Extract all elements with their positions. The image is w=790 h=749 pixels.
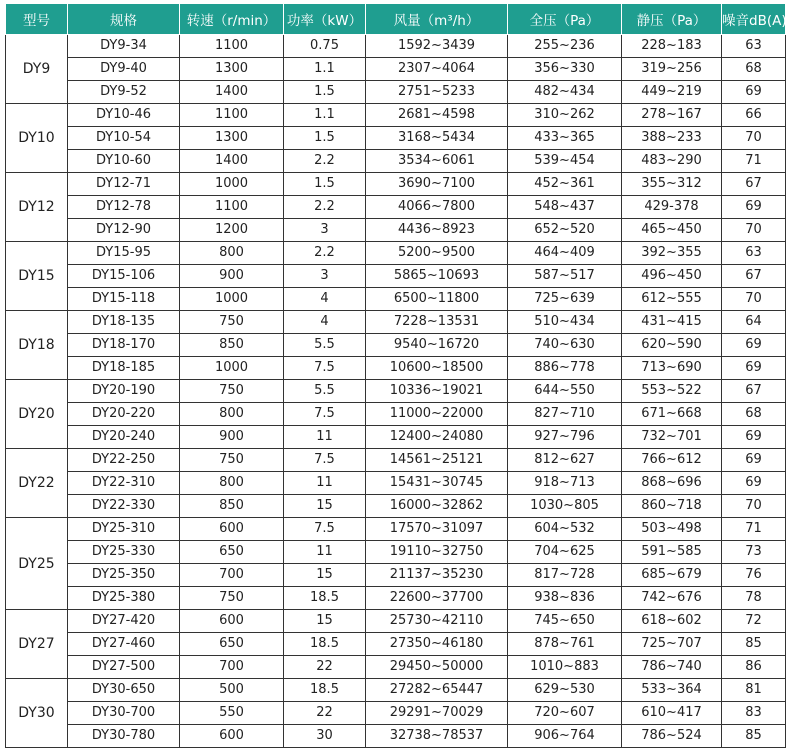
cell-static-pressure: 392~355 (622, 242, 722, 265)
cell-speed: 600 (180, 725, 284, 748)
table-row (6, 564, 786, 587)
cell-noise: 70 (722, 495, 786, 518)
cell-noise: 67 (722, 173, 786, 196)
cell-spec: DY15-95 (68, 242, 180, 265)
cell-power: 15 (284, 610, 366, 633)
cell-noise: 69 (722, 334, 786, 357)
cell-speed: 1300 (180, 58, 284, 81)
cell-power: 2.2 (284, 242, 366, 265)
table-row (6, 196, 786, 219)
cell-static-pressure: 355~312 (622, 173, 722, 196)
cell-spec: DY15-106 (68, 265, 180, 288)
cell-speed: 1400 (180, 81, 284, 104)
cell-total-pressure: 927~796 (508, 426, 622, 449)
table-row (6, 610, 786, 633)
cell-noise: 69 (722, 196, 786, 219)
table-row (6, 311, 786, 334)
cell-airflow: 2307~4064 (366, 58, 508, 81)
table-row (6, 150, 786, 173)
cell-static-pressure: 685~679 (622, 564, 722, 587)
cell-noise: 69 (722, 472, 786, 495)
cell-static-pressure: 319~256 (622, 58, 722, 81)
cell-spec: DY12-78 (68, 196, 180, 219)
cell-static-pressure: 732~701 (622, 426, 722, 449)
cell-static-pressure: 860~718 (622, 495, 722, 518)
table-row (6, 334, 786, 357)
table-row (6, 242, 786, 265)
cell-power: 1.5 (284, 81, 366, 104)
cell-noise: 64 (722, 311, 786, 334)
cell-static-pressure: 786~524 (622, 725, 722, 748)
cell-speed: 900 (180, 426, 284, 449)
cell-power: 3 (284, 219, 366, 242)
cell-speed: 1100 (180, 104, 284, 127)
table-row (6, 219, 786, 242)
table-row (6, 104, 786, 127)
cell-total-pressure: 433~365 (508, 127, 622, 150)
cell-speed: 650 (180, 633, 284, 656)
cell-total-pressure: 745~650 (508, 610, 622, 633)
cell-noise: 85 (722, 725, 786, 748)
cell-static-pressure: 278~167 (622, 104, 722, 127)
table-row (6, 702, 786, 725)
cell-airflow: 1592~3439 (366, 35, 508, 58)
cell-airflow: 7228~13531 (366, 311, 508, 334)
cell-power: 11 (284, 541, 366, 564)
cell-airflow: 27282~65447 (366, 679, 508, 702)
cell-speed: 1000 (180, 357, 284, 380)
cell-speed: 800 (180, 472, 284, 495)
cell-power: 1.5 (284, 173, 366, 196)
cell-noise: 66 (722, 104, 786, 127)
table-row (6, 725, 786, 748)
table-row (6, 472, 786, 495)
cell-speed: 700 (180, 564, 284, 587)
cell-static-pressure: 671~668 (622, 403, 722, 426)
header-airflow: 风量（m³/h） (366, 4, 508, 35)
cell-spec: DY18-135 (68, 311, 180, 334)
cell-power: 4 (284, 311, 366, 334)
cell-speed: 600 (180, 610, 284, 633)
cell-total-pressure: 725~639 (508, 288, 622, 311)
cell-power: 18.5 (284, 679, 366, 702)
cell-static-pressure: 429-378 (622, 196, 722, 219)
cell-spec: DY12-71 (68, 173, 180, 196)
cell-total-pressure: 812~627 (508, 449, 622, 472)
cell-spec: DY30-700 (68, 702, 180, 725)
cell-spec: DY27-460 (68, 633, 180, 656)
cell-airflow: 16000~32862 (366, 495, 508, 518)
cell-model: DY15 (6, 242, 68, 311)
table-body (6, 35, 786, 748)
cell-static-pressure: 868~696 (622, 472, 722, 495)
cell-spec: DY20-220 (68, 403, 180, 426)
cell-model: DY12 (6, 173, 68, 242)
cell-speed: 750 (180, 311, 284, 334)
cell-total-pressure: 938~836 (508, 587, 622, 610)
cell-total-pressure: 548~437 (508, 196, 622, 219)
cell-total-pressure: 878~761 (508, 633, 622, 656)
table-row (6, 380, 786, 403)
cell-noise: 83 (722, 702, 786, 725)
cell-speed: 550 (180, 702, 284, 725)
cell-noise: 71 (722, 150, 786, 173)
cell-static-pressure: 496~450 (622, 265, 722, 288)
cell-total-pressure: 827~710 (508, 403, 622, 426)
cell-noise: 70 (722, 219, 786, 242)
cell-static-pressure: 388~233 (622, 127, 722, 150)
table-row (6, 518, 786, 541)
cell-spec: DY9-52 (68, 81, 180, 104)
cell-total-pressure: 604~532 (508, 518, 622, 541)
table-row (6, 127, 786, 150)
cell-power: 3 (284, 265, 366, 288)
cell-noise: 68 (722, 403, 786, 426)
cell-total-pressure: 510~434 (508, 311, 622, 334)
cell-speed: 500 (180, 679, 284, 702)
cell-spec: DY12-90 (68, 219, 180, 242)
header-power: 功率（kW） (284, 4, 366, 35)
cell-spec: DY22-250 (68, 449, 180, 472)
cell-total-pressure: 310~262 (508, 104, 622, 127)
cell-spec: DY30-780 (68, 725, 180, 748)
cell-noise: 72 (722, 610, 786, 633)
cell-spec: DY18-170 (68, 334, 180, 357)
cell-airflow: 3690~7100 (366, 173, 508, 196)
cell-model: DY27 (6, 610, 68, 679)
cell-static-pressure: 503~498 (622, 518, 722, 541)
cell-airflow: 5865~10693 (366, 265, 508, 288)
cell-power: 22 (284, 702, 366, 725)
cell-speed: 1100 (180, 35, 284, 58)
cell-spec: DY9-34 (68, 35, 180, 58)
cell-spec: DY20-240 (68, 426, 180, 449)
cell-total-pressure: 587~517 (508, 265, 622, 288)
table-row (6, 357, 786, 380)
cell-total-pressure: 1010~883 (508, 656, 622, 679)
cell-total-pressure: 644~550 (508, 380, 622, 403)
cell-speed: 1100 (180, 196, 284, 219)
cell-spec: DY27-500 (68, 656, 180, 679)
cell-speed: 750 (180, 587, 284, 610)
cell-power: 2.2 (284, 150, 366, 173)
cell-model: DY22 (6, 449, 68, 518)
cell-total-pressure: 740~630 (508, 334, 622, 357)
cell-spec: DY18-185 (68, 357, 180, 380)
cell-airflow: 11000~22000 (366, 403, 508, 426)
cell-airflow: 4436~8923 (366, 219, 508, 242)
table-row (6, 173, 786, 196)
cell-speed: 850 (180, 495, 284, 518)
fan-spec-table (5, 3, 786, 748)
cell-spec: DY25-350 (68, 564, 180, 587)
cell-noise: 69 (722, 426, 786, 449)
cell-airflow: 4066~7800 (366, 196, 508, 219)
cell-airflow: 3534~6061 (366, 150, 508, 173)
cell-noise: 63 (722, 35, 786, 58)
table-row (6, 35, 786, 58)
cell-static-pressure: 786~740 (622, 656, 722, 679)
cell-static-pressure: 228~183 (622, 35, 722, 58)
cell-speed: 750 (180, 380, 284, 403)
cell-spec: DY27-420 (68, 610, 180, 633)
cell-speed: 850 (180, 334, 284, 357)
cell-power: 15 (284, 495, 366, 518)
cell-noise: 69 (722, 449, 786, 472)
cell-speed: 600 (180, 518, 284, 541)
cell-static-pressure: 618~602 (622, 610, 722, 633)
cell-power: 18.5 (284, 633, 366, 656)
cell-airflow: 29450~50000 (366, 656, 508, 679)
cell-noise: 69 (722, 357, 786, 380)
header-row (6, 4, 786, 35)
cell-speed: 650 (180, 541, 284, 564)
cell-total-pressure: 482~434 (508, 81, 622, 104)
cell-airflow: 10336~19021 (366, 380, 508, 403)
cell-power: 7.5 (284, 403, 366, 426)
cell-total-pressure: 817~728 (508, 564, 622, 587)
cell-airflow: 17570~31097 (366, 518, 508, 541)
cell-model: DY30 (6, 679, 68, 748)
cell-spec: DY25-380 (68, 587, 180, 610)
cell-power: 2.2 (284, 196, 366, 219)
cell-total-pressure: 886~778 (508, 357, 622, 380)
table-row (6, 58, 786, 81)
cell-noise: 70 (722, 288, 786, 311)
cell-noise: 67 (722, 380, 786, 403)
cell-airflow: 21137~35230 (366, 564, 508, 587)
cell-airflow: 6500~11800 (366, 288, 508, 311)
cell-power: 7.5 (284, 357, 366, 380)
table-row (6, 449, 786, 472)
cell-total-pressure: 255~236 (508, 35, 622, 58)
cell-spec: DY25-330 (68, 541, 180, 564)
cell-speed: 700 (180, 656, 284, 679)
cell-spec: DY10-60 (68, 150, 180, 173)
cell-power: 11 (284, 426, 366, 449)
cell-noise: 81 (722, 679, 786, 702)
cell-static-pressure: 483~290 (622, 150, 722, 173)
cell-static-pressure: 610~417 (622, 702, 722, 725)
cell-power: 15 (284, 564, 366, 587)
cell-model: DY10 (6, 104, 68, 173)
cell-power: 18.5 (284, 587, 366, 610)
cell-noise: 78 (722, 587, 786, 610)
cell-noise: 85 (722, 633, 786, 656)
cell-speed: 750 (180, 449, 284, 472)
cell-static-pressure: 742~676 (622, 587, 722, 610)
cell-total-pressure: 539~454 (508, 150, 622, 173)
header-static-pressure: 静压（Pa） (622, 4, 722, 35)
header-speed: 转速（r/min） (180, 4, 284, 35)
cell-speed: 800 (180, 403, 284, 426)
cell-total-pressure: 906~764 (508, 725, 622, 748)
cell-static-pressure: 449~219 (622, 81, 722, 104)
cell-noise: 73 (722, 541, 786, 564)
cell-static-pressure: 713~690 (622, 357, 722, 380)
cell-spec: DY20-190 (68, 380, 180, 403)
cell-static-pressure: 766~612 (622, 449, 722, 472)
cell-power: 5.5 (284, 334, 366, 357)
cell-total-pressure: 918~713 (508, 472, 622, 495)
cell-noise: 67 (722, 265, 786, 288)
table-row (6, 679, 786, 702)
cell-static-pressure: 725~707 (622, 633, 722, 656)
table-row (6, 426, 786, 449)
cell-airflow: 9540~16720 (366, 334, 508, 357)
header-spec: 规格 (68, 4, 180, 35)
cell-power: 0.75 (284, 35, 366, 58)
header-noise: 噪音dB(A) (722, 4, 786, 35)
cell-airflow: 5200~9500 (366, 242, 508, 265)
cell-noise: 76 (722, 564, 786, 587)
cell-speed: 1000 (180, 288, 284, 311)
table-row (6, 541, 786, 564)
cell-total-pressure: 720~607 (508, 702, 622, 725)
cell-noise: 86 (722, 656, 786, 679)
table-row (6, 288, 786, 311)
cell-airflow: 2751~5233 (366, 81, 508, 104)
cell-total-pressure: 1030~805 (508, 495, 622, 518)
cell-noise: 70 (722, 127, 786, 150)
cell-power: 1.1 (284, 104, 366, 127)
cell-noise: 69 (722, 81, 786, 104)
cell-total-pressure: 464~409 (508, 242, 622, 265)
cell-total-pressure: 452~361 (508, 173, 622, 196)
cell-power: 7.5 (284, 518, 366, 541)
cell-spec: DY22-310 (68, 472, 180, 495)
cell-speed: 1300 (180, 127, 284, 150)
cell-noise: 71 (722, 518, 786, 541)
table-row (6, 633, 786, 656)
cell-power: 1.5 (284, 127, 366, 150)
cell-spec: DY10-46 (68, 104, 180, 127)
cell-total-pressure: 356~330 (508, 58, 622, 81)
header-model: 型号 (6, 4, 68, 35)
table-row (6, 656, 786, 679)
cell-model: DY9 (6, 35, 68, 104)
cell-spec: DY9-40 (68, 58, 180, 81)
cell-power: 4 (284, 288, 366, 311)
cell-airflow: 10600~18500 (366, 357, 508, 380)
cell-spec: DY25-310 (68, 518, 180, 541)
cell-static-pressure: 431~415 (622, 311, 722, 334)
cell-power: 22 (284, 656, 366, 679)
header-total-pressure: 全压（Pa） (508, 4, 622, 35)
cell-static-pressure: 553~522 (622, 380, 722, 403)
cell-model: DY18 (6, 311, 68, 380)
cell-power: 30 (284, 725, 366, 748)
cell-airflow: 2681~4598 (366, 104, 508, 127)
cell-airflow: 32738~78537 (366, 725, 508, 748)
cell-spec: DY30-650 (68, 679, 180, 702)
cell-airflow: 12400~24080 (366, 426, 508, 449)
cell-airflow: 14561~25121 (366, 449, 508, 472)
cell-spec: DY22-330 (68, 495, 180, 518)
cell-speed: 1200 (180, 219, 284, 242)
table-row (6, 403, 786, 426)
cell-airflow: 29291~70029 (366, 702, 508, 725)
cell-total-pressure: 704~625 (508, 541, 622, 564)
cell-total-pressure: 652~520 (508, 219, 622, 242)
cell-noise: 68 (722, 58, 786, 81)
cell-speed: 1400 (180, 150, 284, 173)
cell-total-pressure: 629~530 (508, 679, 622, 702)
table-row (6, 81, 786, 104)
cell-static-pressure: 620~590 (622, 334, 722, 357)
table-row (6, 587, 786, 610)
cell-power: 7.5 (284, 449, 366, 472)
cell-airflow: 15431~30745 (366, 472, 508, 495)
cell-airflow: 27350~46180 (366, 633, 508, 656)
cell-airflow: 25730~42110 (366, 610, 508, 633)
cell-airflow: 3168~5434 (366, 127, 508, 150)
cell-spec: DY15-118 (68, 288, 180, 311)
cell-airflow: 19110~32750 (366, 541, 508, 564)
cell-static-pressure: 533~364 (622, 679, 722, 702)
cell-static-pressure: 591~585 (622, 541, 722, 564)
cell-static-pressure: 612~555 (622, 288, 722, 311)
cell-speed: 800 (180, 242, 284, 265)
table-row (6, 265, 786, 288)
cell-model: DY20 (6, 380, 68, 449)
cell-speed: 1000 (180, 173, 284, 196)
cell-noise: 63 (722, 242, 786, 265)
cell-power: 11 (284, 472, 366, 495)
cell-airflow: 22600~37700 (366, 587, 508, 610)
cell-power: 1.1 (284, 58, 366, 81)
cell-spec: DY10-54 (68, 127, 180, 150)
cell-speed: 900 (180, 265, 284, 288)
table-row (6, 495, 786, 518)
cell-static-pressure: 465~450 (622, 219, 722, 242)
cell-power: 5.5 (284, 380, 366, 403)
cell-model: DY25 (6, 518, 68, 610)
